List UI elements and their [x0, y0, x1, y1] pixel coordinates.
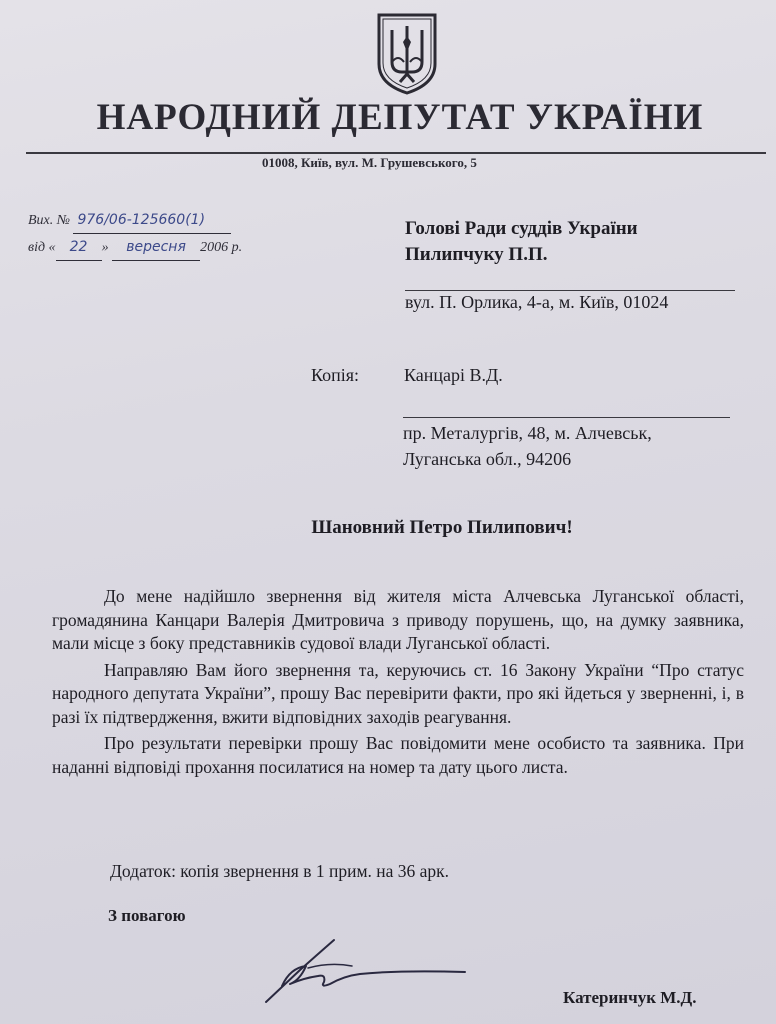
- date-suffix: 2006 р.: [200, 240, 243, 255]
- outgoing-reference: [28, 207, 242, 261]
- attachment-note: Додаток: копія звернення в 1 прим. на 36 арк.: [110, 861, 450, 881]
- outgoing-number-label: Вих. №: [28, 213, 70, 228]
- letterhead-title: НАРОДНИЙ ДЕПУТАТ УКРАЇНИ: [96, 97, 704, 138]
- date-prefix: від «: [28, 240, 56, 255]
- body-paragraph-3: Про результати перевірки прошу Вас повідомити мене особисто та заявника. При наданні відповіді прохання посилатися на номер та дату цього листа.: [52, 733, 744, 777]
- body-paragraph-2: Направляю Вам його звернення та, керуючись ст. 16 Закону України “Про статус народного депутата України”, прошу Вас перевірити факти, про які йдеться у зверненні, і, в разі їх підтвердження, вжити відповідних заходів реагування.: [52, 659, 744, 727]
- outgoing-number-line: [28, 207, 242, 234]
- letterhead-rule: [26, 152, 766, 154]
- recipient-rule: [405, 290, 735, 291]
- trident-emblem-icon: [376, 12, 438, 96]
- outgoing-number-value: 976/06-125660(1): [73, 207, 231, 234]
- recipient-address: вул. П. Орлика, 4-а, м. Київ, 01024: [405, 292, 669, 312]
- recipient-line1: Голові Ради суддів України: [405, 218, 638, 239]
- handwritten-signature-icon: [260, 928, 470, 1008]
- copy-address-line1: пр. Металургів, 48, м. Алчевськ,: [403, 423, 652, 443]
- copy-address-line2: Луганська обл., 94206: [403, 449, 572, 469]
- copy-label: Копія:: [311, 365, 360, 385]
- recipient-line2: Пилипчуку П.П.: [405, 244, 548, 265]
- closing-regards: З повагою: [108, 906, 186, 925]
- signer-name: Катеринчук М.Д.: [563, 988, 697, 1007]
- recipient-block: [405, 216, 638, 268]
- body-paragraph-1: До мене надійшло звернення від жителя міста Алчевська Луганської області, громадянина Канцари Валерія Дмитровича з приводу порушень, що, на думку заявника, мали місце з боку представників судової влади Луганської області.: [52, 586, 744, 653]
- salutation: Шановний Петро Пилипович!: [311, 517, 573, 538]
- date-month: вересня: [112, 234, 200, 261]
- outgoing-date-line: [28, 234, 242, 261]
- letterhead-address: 01008, Київ, вул. М. Грушевського, 5: [262, 155, 477, 170]
- copy-address: [403, 420, 652, 472]
- letter-body: [52, 585, 744, 779]
- date-day: 22: [56, 234, 102, 261]
- date-mid: »: [101, 240, 109, 255]
- copy-name: Канцарі В.Д.: [404, 365, 503, 385]
- copy-rule: [403, 417, 730, 418]
